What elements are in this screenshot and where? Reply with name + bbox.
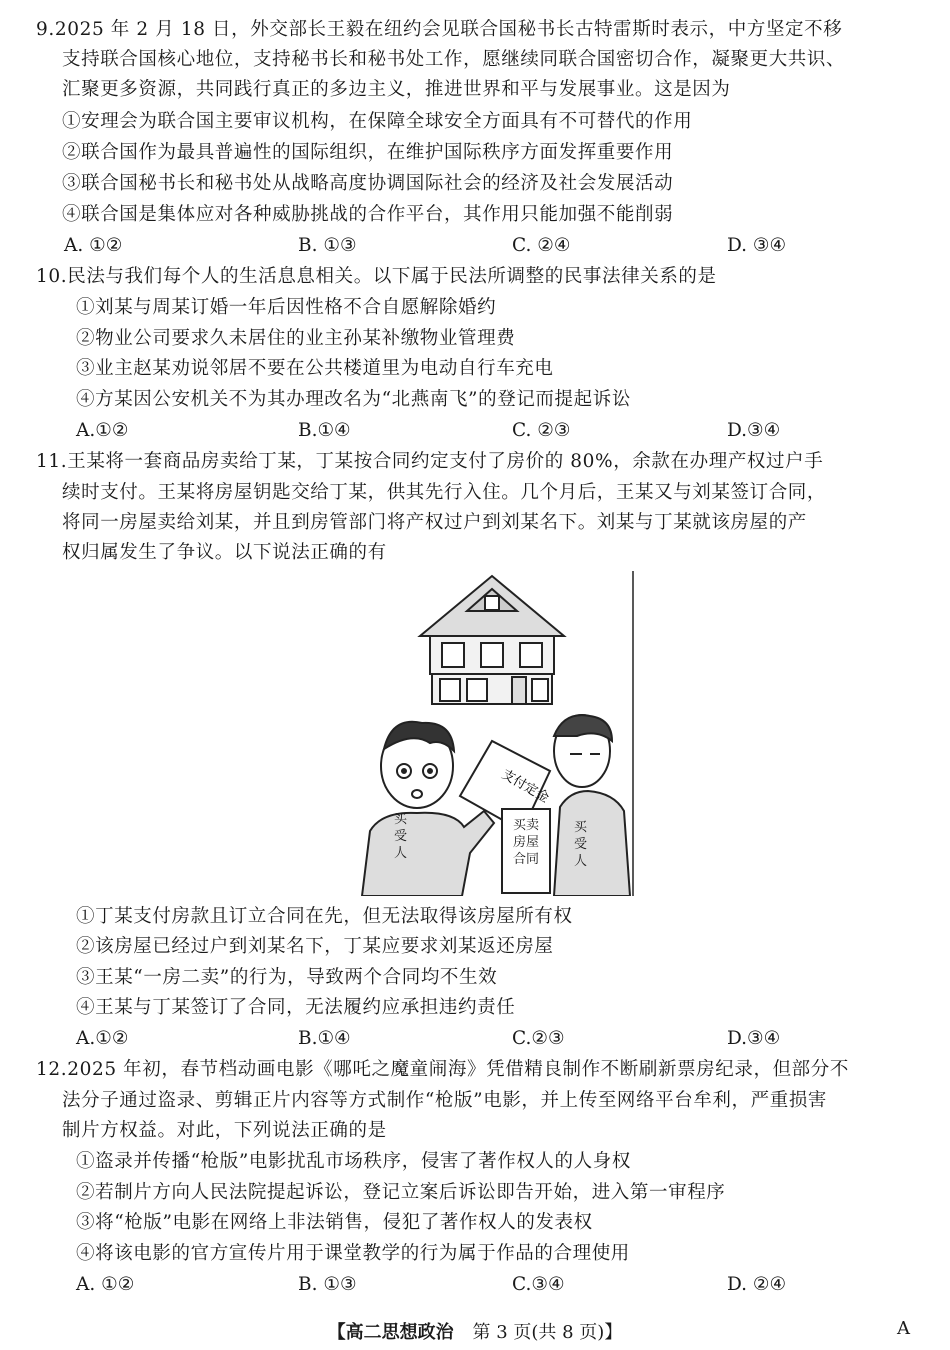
q9-stem-line-1: 9.2025 年 2 月 18 日，外交部长王毅在纽约会见联合国秘书长古特雷斯时表示，中方坚定不移	[36, 19, 843, 40]
left-person-label: 买受人	[394, 812, 408, 861]
q12-answer-c: C.③④	[512, 1274, 565, 1295]
q10-option-3: ③业主赵某劝说邻居不要在公共楼道里为电动自行车充电	[76, 358, 554, 379]
q9-option-4: ④联合国是集体应对各种威胁挑战的合作平台，其作用只能加强不能削弱	[62, 204, 674, 225]
q11-option-2: ②该房屋已经过户到刘某名下，丁某应要求刘某返还房屋	[76, 936, 554, 957]
q9-stem-line-2: 支持联合国核心地位，支持秘书长和秘书处工作，愿继续同联合国密切合作，凝聚更大共识、	[62, 49, 846, 70]
q11-answer-c: C.②③	[512, 1028, 565, 1049]
q9-option-2: ②联合国作为最具普遍性的国际组织，在维护国际秩序方面发挥重要作用	[62, 142, 674, 163]
q11-stem-line-2: 续时支付。王某将房屋钥匙交给丁某，供其先行入住。几个月后，王某又与刘某签订合同，	[62, 482, 827, 503]
q12-stem-line-1: 12.2025 年初，春节档动画电影《哪吒之魔童闹海》凭借精良制作不断刷新票房纪录，但部分不	[36, 1059, 849, 1080]
q9-answer-b: B. ①③	[298, 235, 357, 256]
q12-option-4: ④将该电影的官方宣传片用于课堂教学的行为属于作品的合理使用	[76, 1243, 630, 1264]
q11-stem-line-4: 权归属发生了争议。以下说法正确的有	[62, 542, 387, 563]
q12-option-3: ③将“枪版”电影在网络上非法销售，侵犯了著作权人的发表权	[76, 1212, 593, 1233]
paper-version-mark: A	[897, 1318, 910, 1339]
q12-stem-line-2: 法分子通过盗录、剪辑正片内容等方式制作“枪版”电影，并上传至网络平台牟利，严重损害	[62, 1090, 828, 1111]
q11-option-3: ③王某“一房二卖”的行为，导致两个合同均不生效	[76, 967, 498, 988]
q10-answer-c: C. ②③	[512, 420, 571, 441]
q11-stem-line-3: 将同一房屋卖给刘某，并且到房管部门将产权过户到刘某名下。刘某与丁某就该房屋的产	[62, 512, 807, 533]
q9-option-3: ③联合国秘书长和秘书处从战略高度协调国际社会的经济及社会发展活动	[62, 173, 674, 194]
q11-stem-line-1: 11.王某将一套商品房卖给丁某，丁某按合同约定支付了房价的 80%，余款在办理产权过户手	[36, 451, 824, 472]
deposit-document-text: 支付定金	[498, 767, 552, 807]
q12-option-2: ②若制片方向人民法院提起诉讼，登记立案后诉讼即告开始，进入第一审程序	[76, 1182, 726, 1203]
q10-answer-d: D.③④	[727, 420, 781, 441]
q10-option-1: ①刘某与周某订婚一年后因性格不合自愿解除婚约	[76, 297, 497, 318]
page-footer	[0, 1318, 950, 1344]
q10-option-4: ④方某因公安机关不为其办理改名为“北燕南飞”的登记而提起诉讼	[76, 389, 631, 410]
q11-option-4: ④王某与丁某签订了合同，无法履约应承担违约责任	[76, 997, 516, 1018]
q9-answer-a: A. ①②	[64, 235, 123, 256]
right-person-label: 买受人	[574, 820, 588, 869]
q11-answer-a: A.①②	[76, 1028, 129, 1049]
q11-option-1: ①丁某支付房款且订立合同在先，但无法取得该房屋所有权	[76, 906, 573, 927]
q12-answer-a: A. ①②	[76, 1274, 135, 1295]
q9-answer-c: C. ②④	[512, 235, 571, 256]
q10-option-2: ②物业公司要求久未居住的业主孙某补缴物业管理费	[76, 328, 516, 349]
q11-answer-d: D.③④	[727, 1028, 781, 1049]
q12-answer-b: B. ①③	[298, 1274, 357, 1295]
footer-page-number: 第 3 页(共 8 页)】	[472, 1322, 623, 1343]
q9-answer-d: D. ③④	[727, 235, 787, 256]
q12-option-1: ①盗录并传播“枪版”电影扰乱市场秩序，侵害了著作权人的人身权	[76, 1151, 631, 1172]
q10-answer-a: A.①②	[76, 420, 129, 441]
q11-answer-b: B.①④	[298, 1028, 351, 1049]
q12-answer-d: D. ②④	[727, 1274, 787, 1295]
house-sale-illustration	[342, 571, 634, 896]
footer-subject: 【高二思想政治	[327, 1322, 454, 1343]
q10-answer-b: B.①④	[298, 420, 351, 441]
q12-stem-line-3: 制片方权益。对此，下列说法正确的是	[62, 1120, 387, 1141]
contract-text: 买卖房屋合同	[512, 818, 539, 867]
q9-option-1: ①安理会为联合国主要审议机构，在保障全球安全方面具有不可替代的作用	[62, 111, 693, 132]
q9-stem-line-3: 汇聚更多资源，共同践行真正的多边主义，推进世界和平与发展事业。这是因为	[62, 79, 731, 100]
q10-stem-line-1: 10.民法与我们每个人的生活息息相关。以下属于民法所调整的民事法律关系的是	[36, 266, 717, 287]
